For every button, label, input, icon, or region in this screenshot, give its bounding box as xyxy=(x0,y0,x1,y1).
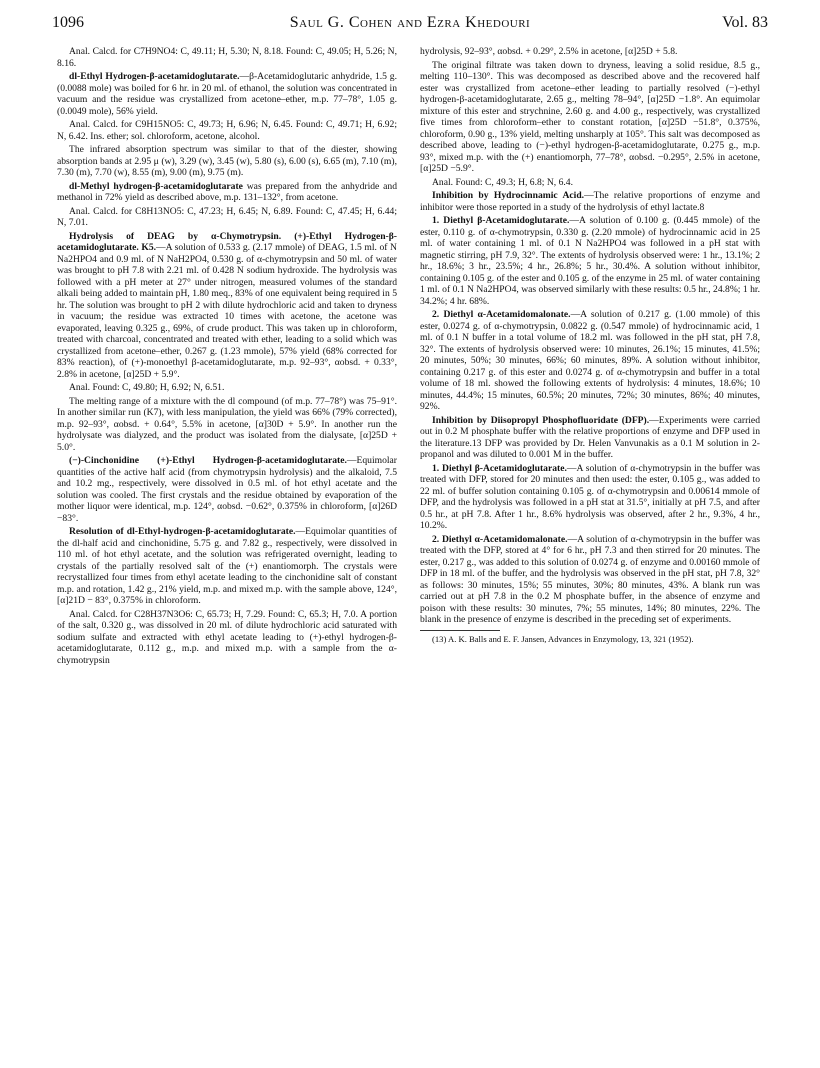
paragraph xyxy=(420,190,760,213)
paragraph xyxy=(420,177,760,189)
paragraph-text: hydrolysis, 92–93°, αobsd. + 0.29°, 2.5% in acetone, [α]25D + 5.8. xyxy=(420,46,678,57)
paragraph-text: —β-Acetamidoglutaric anhydride, 1.5 g. (0.0088 mole) was boiled for 6 hr. in 20 ml. of ethanol, the solution was concentrated in vacuum and the residue was crystallized from acetone–ether, m.p. 77–78°, 1.05 g. (0.0049 mole), 56% yield. xyxy=(57,71,397,117)
section-heading: Inhibition by Diisopropyl Phosphofluoridate (DFP). xyxy=(432,414,650,426)
paragraph-text: —A solution of 0.100 g. (0.445 mmole) of the ester, 0.110 g. of α-chymotrypsin, 0.330 g. (2.20 mmole) of hydrocinnamic acid in 25 ml. of water containing 1 ml. of 0.1 N Na2HPO4 was followed in a pH stat with magnetic stirring, pH 7.9, 32°. The extents of hydrolysis observed were: 1 hr., 13.1%; 2 hr., 18.6%; 3 hr., 23.5%; 4 hr., 26.8%; 5 hr., 30.4%. A solution without inhibitor, containing 0.105 g. of the ester and 0.105 g. of the enzyme in 25 ml. of water containing 1 ml. of 0.1 N Na2HPO4, was observed similarly with these results: 0.5 hr., 24.8%; 1 hr. 34.2%; 4 hr. 68%. xyxy=(420,215,761,307)
section-heading: 1. Diethyl β-Acetamidoglutarate. xyxy=(432,462,567,474)
paragraph-text: The original filtrate was taken down to dryness, leaving a solid residue, 8.5 g., melting 110–130°. This was decomposed as described above and the recovered half ester was crystallized from acetone–ether leading to partially resolved (−)-ethyl hydrogen-β-acetamidoglutarate, 2.65 g., melting 78–94°, [α]25D −1.8°. An equimolar mixture of this ester and strychnine, 2.60 g. and 4.00 g., respectively, was crystallized five times from chloroform–ether to constant rotation, [α]25D −51.8°, 0.375%, chloroform, 0.90 g., 13% yield, melting unsharply at 105°. This salt was decomposed as described above, leading to (−)-ethyl hydrogen-β-acetamidoglutarate, 0.275 g., m.p. 93°, mixed m.p. with the (+) enantiomorph, 77–78°, αobsd. −0.295°, 2.5% in acetone, [α]25D −5.9°. xyxy=(420,59,760,174)
paragraph-text: The melting range of a mixture with the dl compound (of m.p. 77–78°) was 75–91°. In another similar run (K7), with less manipulation, the yield was 66% (79% corrected), m.p. 92–93°, αobsd. + 0.64°, 5.5% in acetone, [α]30D + 5.9°. In another run the hydrolysate was dialyzed, and the product was isolated from the dialysate, [α]25D + 5.0°. xyxy=(57,395,397,453)
paragraph xyxy=(420,415,760,461)
section-heading: dl-Methyl hydrogen-β-acetamidoglutarate xyxy=(69,180,243,192)
paragraph xyxy=(57,46,397,69)
paragraph xyxy=(420,534,760,626)
paragraph xyxy=(57,181,397,204)
paragraph xyxy=(420,463,760,532)
volume-label: Vol. 83 xyxy=(722,14,768,31)
left-column xyxy=(57,46,397,668)
section-heading: (−)-Cinchonidine (+)-Ethyl Hydrogen-β-acetamidoglutarate. xyxy=(69,455,347,466)
page-header xyxy=(52,14,768,36)
footnote-rule xyxy=(420,630,500,631)
section-heading: Inhibition by Hydrocinnamic Acid. xyxy=(432,190,585,201)
paragraph xyxy=(57,455,397,524)
paragraph-text: —A solution of 0.533 g. (2.17 mmole) of DEAG, 1.5 ml. of N Na2HPO4 and 0.9 ml. of N NaH2PO4, 0.530 g. of α-chymotrypsin and 50 ml. of water was brought to pH 7.8 with 2.21 ml. of 0.428 N sodium hydroxide. The hydrolysis was followed with a pH meter at 27° under nitrogen, measured volumes of the standard alkali being added to maintain pH, 1.80 meq., 83% of one equivalent being required in 5 hr. The solution was brought to pH 2 with dilute hydrochloric acid and taken to dryness in vacuum; the residue was extracted 10 times with acetone, the acetone was evaporated, leaving 0.325 g., 69%, of crude product. This was taken up in chloroform, treated with charcoal, concentrated and treated with ether, leading to a solid which was crystallized from acetone–ether, 0.267 g. (1.23 mmole), 57% yield (68% corrected for 83% reaction), of (+)-monoethyl β-acetamidoglutarate, m.p. 92–93°, αobsd. + 0.33°, 2.8% in acetone, [α]25D + 5.9°. xyxy=(57,242,397,380)
section-heading: 2. Diethyl α-Acetamidomalonate. xyxy=(432,309,571,320)
paragraph-text: Anal. Calcd. for C7H9NO4: C, 49.11; H, 5.30; N, 8.18. Found: C, 49.05; H, 5.26; N, 8.16. xyxy=(57,46,397,69)
paragraph-text: Anal. Found: C, 49.3; H, 6.8; N, 6.4. xyxy=(432,176,573,188)
paragraph xyxy=(420,46,760,58)
paragraph xyxy=(420,60,760,175)
paragraph-text: Anal. Found: C, 49.80; H, 6.92; N, 6.51. xyxy=(69,382,225,393)
footnote: (13) A. K. Balls and E. F. Jansen, Advances in Enzymology, 13, 321 (1952). xyxy=(432,633,694,644)
paragraph-text: —A solution of α-chymotrypsin in the buffer was treated with the DFP, stored at 4° for 6 hr., pH 7.3 and then stirred for 20 minutes. The ester, 0.217 g., was added to this solution of 0.0274 g. of enzyme and 0.00160 mmole of DFP in 18 ml. of the buffer, and the hydrolysis was observed in the pH stat, pH 7.8, 32° as follows: 30 minutes, 15%; 55 minutes, 30%; 80 minutes, 43%. A blank run was carried out at pH 7.8 in the 0.2 M phosphate buffer, in the absence of enzyme and poison with these results: 30 minutes, 7%; 55 minutes, 14%; 80 minutes, 22%. The blank in the presence of enzyme is described in the preceding set of experiments. xyxy=(420,533,760,625)
paragraph-text: —Equimolar quantities of the dl-half acid and cinchonidine, 5.75 g. and 7.82 g., respectively, were dissolved in 110 ml. of hot ethyl acetate, and the solution was refrigerated overnight, leading to crystals of the partially resolved salt of the (+) enantiomorph. The crystals were recrystallized four times from ethyl acetate leading to the cinchonidine salt of constant m.p. and rotation, 1.42 g., 21% yield, m.p. and mixed m.p. with the sample above, 124°, [α]21D − 83°, 0.375% in chloroform. xyxy=(57,526,397,606)
paragraph-text: —Equimolar quantities of the active half acid (from chymotrypsin hydrolysis) and the alkaloid, 7.5 and 10.2 mg., respectively, were dissolved in 0.5 ml. of hot ethyl acetate and the solution was cooled. The first crystals and the residue obtained by evaporation of the mother liquor were identical, m.p. 124°, αobsd. −0.62°, 0.375% in chloroform, [α]26D −83°. xyxy=(57,455,397,524)
paragraph-text: —Experiments were carried out in 0.2 M phosphate buffer with the relative proportions of enzyme and DFP used in the literature.13 DFP was provided by Dr. Helen Vanvunakis as a 0.1 M solution in 2-propanol and was diluted to 0.001 M in the buffer. xyxy=(420,414,760,460)
running-authors: Saul G. Cohen and Ezra Khedouri xyxy=(289,14,531,31)
paragraph xyxy=(57,382,397,394)
paragraph xyxy=(57,206,397,229)
paragraph xyxy=(57,119,397,142)
paragraph xyxy=(420,309,760,413)
paragraph-text: The infrared absorption spectrum was similar to that of the diester, showing absorption bands at 2.95 μ (w), 3.29 (w), 3.45 (w), 5.80 (s), 6.00 (s), 6.65 (m), 7.10 (m), 7.30 (m), 7.70 (w), 8.55 (m), 9.00 (m), 9.75 (m). xyxy=(57,144,397,178)
paragraph xyxy=(57,231,397,381)
section-heading: 1. Diethyl β-Acetamidoglutarate. xyxy=(432,215,570,226)
right-column xyxy=(420,46,760,646)
paragraph xyxy=(57,609,397,667)
paragraph xyxy=(57,396,397,454)
paragraph-text: Anal. Calcd. for C28H37N3O6: C, 65.73; H, 7.29. Found: C, 65.3; H, 7.0. A portion of the salt, 0.320 g., was dissolved in 20 ml. of dilute hydrochloric acid saturated with sodium sulfate and extracted with ethyl acetate leading to (+)-ethyl hydrogen-β-acetamidoglutarate, 0.112 g., m.p. and mixed m.p. with a sample from the α-chymotrypsin xyxy=(57,608,397,666)
paragraph xyxy=(57,71,397,117)
paragraph xyxy=(420,215,760,307)
paragraph-text: —A solution of 0.217 g. (1.00 mmole) of this ester, 0.0274 g. of α-chymotrypsin, 0.0822 g. (0.547 mmole) of hydrocinnamic acid, 1 ml. of 0.1 N buffer in a total volume of 18.2 ml. was followed in the pH stat, pH 7.8, 32°. The extents of hydrolysis observed were: 10 minutes, 26.1%; 15 minutes, 41.5%; 20 minutes, 50%; 30 minutes, 66%; 60 minutes, 89%. A solution without inhibitor, containing 0.217 g. of this ester and 0.0274 g. of α-chymotrypsin and buffer in a total volume of 18 ml. showed the following extents of hydrolysis: 4 minutes, 18.6%; 10 minutes, 44.4%; 15 minutes, 60.5%; 20 minutes, 72%; 30 minutes, 86%; 40 minutes, 92%. xyxy=(420,309,760,412)
paragraph xyxy=(57,526,397,607)
section-heading: dl-Ethyl Hydrogen-β-acetamidoglutarate. xyxy=(69,71,240,82)
paragraph-text: —The relative proportions of enzyme and inhibitor were those reported in a study of the hydrolysis of ethyl lactate.8 xyxy=(420,190,760,213)
paragraph-text: Anal. Calcd. for C9H15NO5: C, 49.73; H, 6.96; N, 6.45. Found: C, 49.71; H, 6.92; N, 6.42. Ins. ether; sol. chloroform, acetone, alcohol. xyxy=(57,119,397,142)
section-heading: Hydrolysis of DEAG by α-Chymotrypsin. (+)-Ethyl Hydrogen-β-acetamidoglutarate. K5. xyxy=(57,230,397,253)
paragraph-text: —A solution of α-chymotrypsin in the buffer was treated with DFP, stored for 20 minutes and then used: the ester, 0.105 g., was added to 22 ml. of buffer solution containing 0.105 g. of α-chymotrypsin and 0.00614 mmole of DFP, and the hydrolysis was followed in a pH stat at 31.5°, initially at pH 7.5, and after 0.5 hr., at pH 7.8. After 1 hr., 8.6% hydrolysis was observed, after 2 hr., 9.3%, 4 hr., 10.2%. xyxy=(420,462,760,531)
paragraph-text: Anal. Calcd. for C8H13NO5: C, 47.23; H, 6.45; N, 6.89. Found: C, 47.45; H, 6.44; N, 7.01. xyxy=(57,205,397,228)
page-number: 1096 xyxy=(52,14,84,31)
section-heading: 2. Diethyl α-Acetamidomalonate. xyxy=(432,533,568,545)
section-heading: Resolution of dl-Ethyl-hydrogen-β-acetamidoglutarate. xyxy=(69,526,296,537)
paragraph xyxy=(57,144,397,179)
paragraph-text: was prepared from the anhydride and methanol in 72% yield as described above, m.p. 131–132°, from acetone. xyxy=(57,180,397,203)
